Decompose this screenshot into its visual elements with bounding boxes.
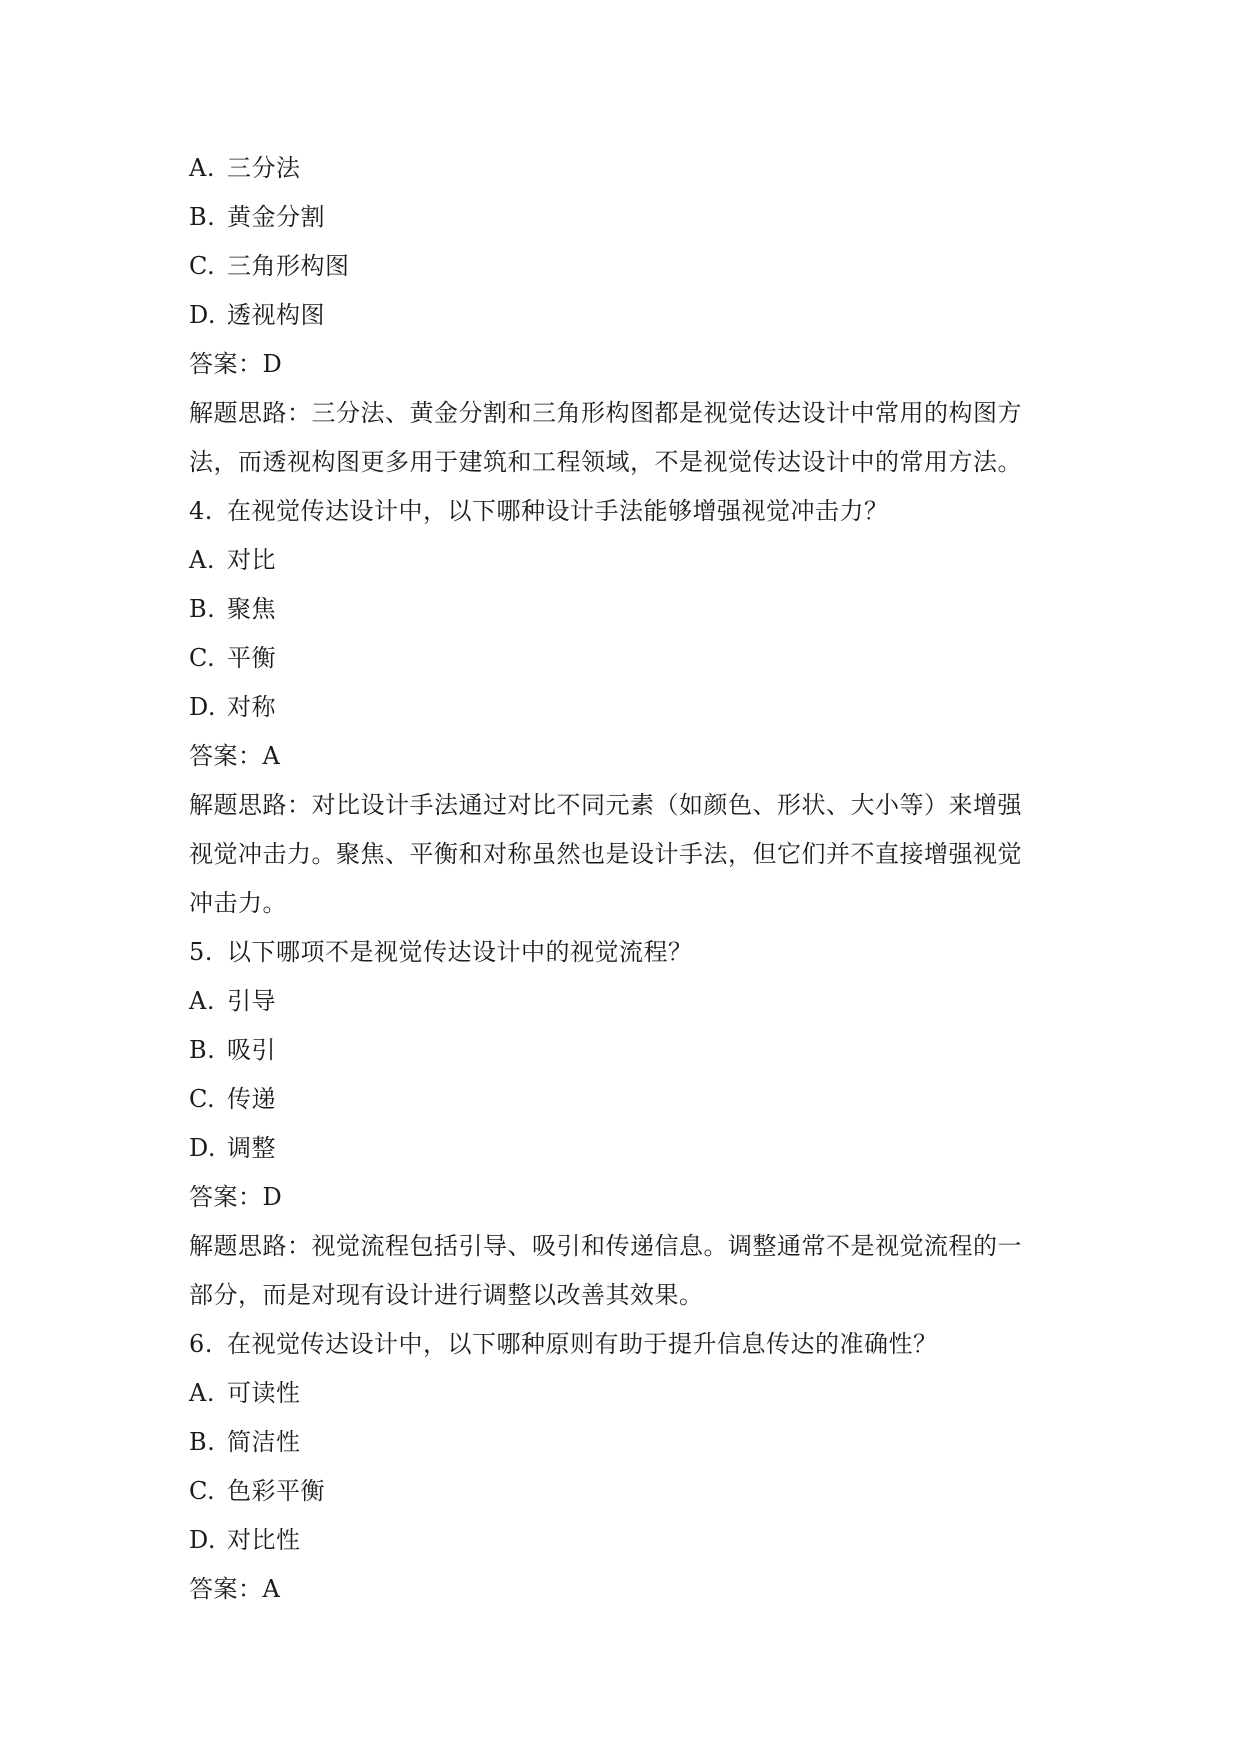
q3-option-a: A. 三分法 [189, 154, 301, 182]
q3-option-b: B. 黄金分割 [189, 203, 325, 231]
q6-option-d: D. 对比性 [189, 1526, 301, 1554]
q5-explanation-line: 解题思路：视觉流程包括引导、吸引和传递信息。调整通常不是视觉流程的一 [189, 1232, 1022, 1260]
q5-question: 5. 以下哪项不是视觉传达设计中的视觉流程？ [189, 938, 693, 966]
q5-option-d: D. 调整 [189, 1134, 276, 1162]
q3-option-d: D. 透视构图 [189, 301, 325, 329]
q5-option-a: A. 引导 [189, 987, 276, 1015]
q6-option-a: A. 可读性 [189, 1379, 301, 1407]
q4-option-d: D. 对称 [189, 693, 276, 721]
q3-explanation-line: 法，而透视构图更多用于建筑和工程领域，不是视觉传达设计中的常用方法。 [189, 448, 1022, 476]
q4-answer: 答案：A [189, 742, 281, 770]
q4-question: 4. 在视觉传达设计中，以下哪种设计手法能够增强视觉冲击力？ [189, 497, 889, 525]
q5-answer: 答案：D [189, 1183, 283, 1211]
q5-option-b: B. 吸引 [189, 1036, 276, 1064]
q4-option-b: B. 聚焦 [189, 595, 276, 623]
q5-option-c: C. 传递 [189, 1085, 276, 1113]
q3-explanation-line: 解题思路：三分法、黄金分割和三角形构图都是视觉传达设计中常用的构图方 [189, 399, 1022, 427]
q4-option-c: C. 平衡 [189, 644, 276, 672]
q5-explanation-line: 部分，而是对现有设计进行调整以改善其效果。 [189, 1281, 704, 1309]
q4-explanation-line: 视觉冲击力。聚焦、平衡和对称虽然也是设计手法，但它们并不直接增强视觉 [189, 840, 1022, 868]
q6-option-b: B. 简洁性 [189, 1428, 301, 1456]
q4-explanation-line: 冲击力。 [189, 889, 287, 917]
q6-answer: 答案：A [189, 1575, 281, 1603]
q4-explanation-line: 解题思路：对比设计手法通过对比不同元素（如颜色、形状、大小等）来增强 [189, 791, 1022, 819]
q6-question: 6. 在视觉传达设计中，以下哪种原则有助于提升信息传达的准确性？ [189, 1330, 938, 1358]
q6-option-c: C. 色彩平衡 [189, 1477, 325, 1505]
q4-option-a: A. 对比 [189, 546, 276, 574]
q3-option-c: C. 三角形构图 [189, 252, 350, 280]
document-page [189, 144, 1059, 1614]
q3-answer: 答案：D [189, 350, 283, 378]
